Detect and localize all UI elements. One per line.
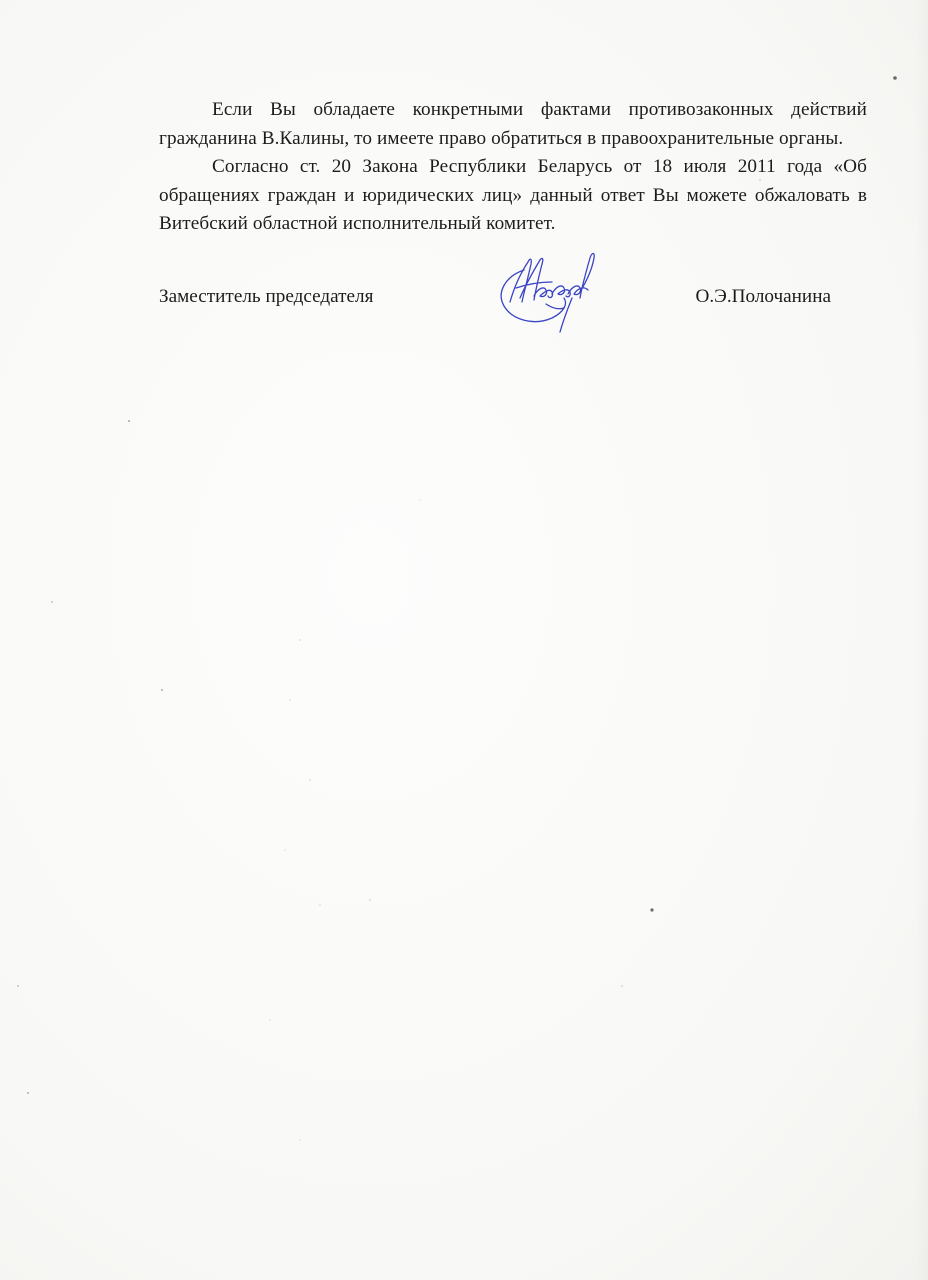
letter-body (159, 96, 867, 239)
paragraph-appeal-notice: Согласно ст. 20 Закона Республики Беларусь от 18 июля 2011 года «Об обращениях граждан и юридических лиц» данный ответ Вы можете обжаловать в Витебский областной исполнительный комитет. (159, 156, 867, 234)
signatory-name: О.Э.Полочанина (695, 286, 831, 307)
scan-edge-shadow (914, 0, 928, 1280)
paragraph-legal-advice: Если Вы обладаете конкретными фактами противозаконных действий гражданина В.Калины, то имеете право обратиться в правоохранительные органы. (159, 99, 867, 149)
signatory-position: Заместитель председателя (159, 286, 374, 307)
handwritten-signature-icon (494, 248, 604, 336)
